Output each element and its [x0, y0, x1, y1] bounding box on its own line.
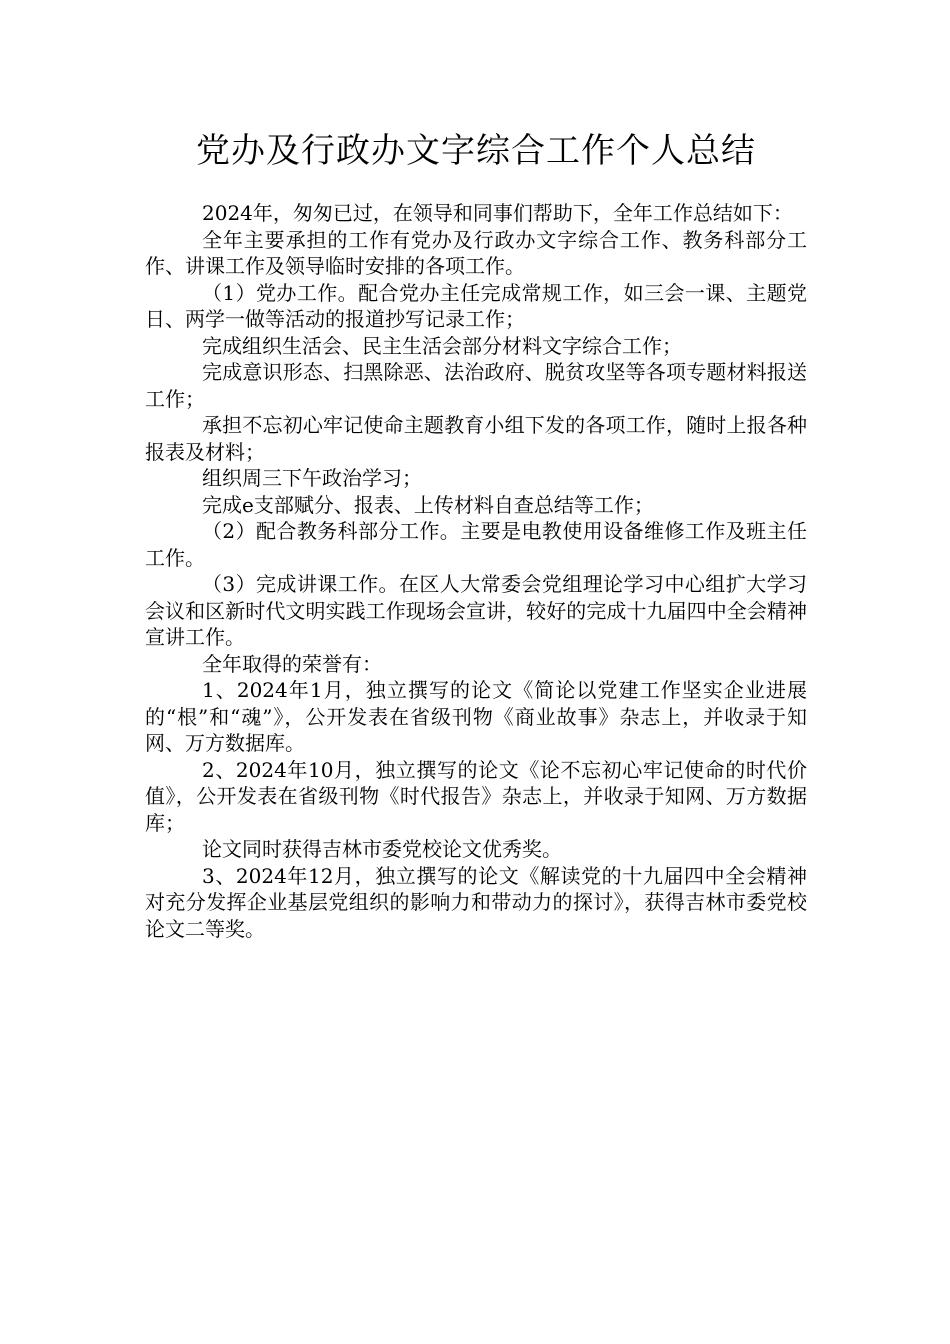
- paragraph-lectures: （3）完成讲课工作。在区人大常委会党组理论学习中心组扩大学习会议和区新时代文明实践工作现场会宣讲，较好的完成十九届四中全会精神宣讲工作。: [145, 572, 807, 649]
- paragraph-honor-3: 3、2024年12月，独立撰写的论文《解读党的十九届四中全会精神对充分发挥企业基层党组织的影响力和带动力的探讨》，获得吉林市委党校论文二等奖。: [145, 863, 807, 941]
- document-title: 党办及行政办文字综合工作个人总结: [196, 131, 756, 171]
- paragraph-theme-education: 承担不忘初心牢记使命主题教育小组下发的各项工作，随时上报各种报表及材料；: [145, 413, 807, 464]
- paragraph-intro: 2024年，匆匆已过，在领导和同事们帮助下，全年工作总结如下：: [202, 201, 793, 225]
- paragraph-political-study: 组织周三下午政治学习；: [202, 466, 422, 490]
- paragraph-e-branch: 完成e支部赋分、报表、上传材料自查总结等工作；: [202, 492, 654, 517]
- paragraph-academic-affairs: （2）配合教务科部分工作。主要是电教使用设备维修工作及班主任工作。: [145, 519, 807, 570]
- paragraph-life-meetings: 完成组织生活会、民主生活会部分材料文字综合工作；: [202, 333, 682, 358]
- document-body: [145, 200, 807, 942]
- paragraph-special-topics: 完成意识形态、扫黑除恶、法治政府、脱贫攻坚等各项专题材料报送工作；: [145, 360, 807, 411]
- paragraph-honors-heading: 全年取得的荣誉有：: [202, 651, 382, 676]
- paragraph-honor-2: 2、2024年10月，独立撰写的论文《论不忘初心牢记使命的时代价值》，公开发表在省级刊物《时代报告》杂志上，并收录于知网、万方数据库；: [145, 757, 807, 835]
- document-page: [145, 128, 807, 942]
- paragraph-honor-2-award: 论文同时获得吉林市委党校论文优秀奖。: [202, 837, 562, 861]
- paragraph-honor-1: 1、2024年1月，独立撰写的论文《简论以党建工作坚实企业进展的“根”和“魂”》，公开发表在省级刊物《商业故事》杂志上，并收录于知网、万方数据库。: [145, 678, 807, 755]
- paragraph-party-office: （1）党办工作。配合党办主任完成常规工作，如三会一课、主题党日、两学一做等活动的报道抄写记录工作；: [145, 280, 807, 331]
- paragraph-main-duties: 全年主要承担的工作有党办及行政办文字综合工作、教务科部分工作、讲课工作及领导临时安排的各项工作。: [145, 227, 807, 278]
